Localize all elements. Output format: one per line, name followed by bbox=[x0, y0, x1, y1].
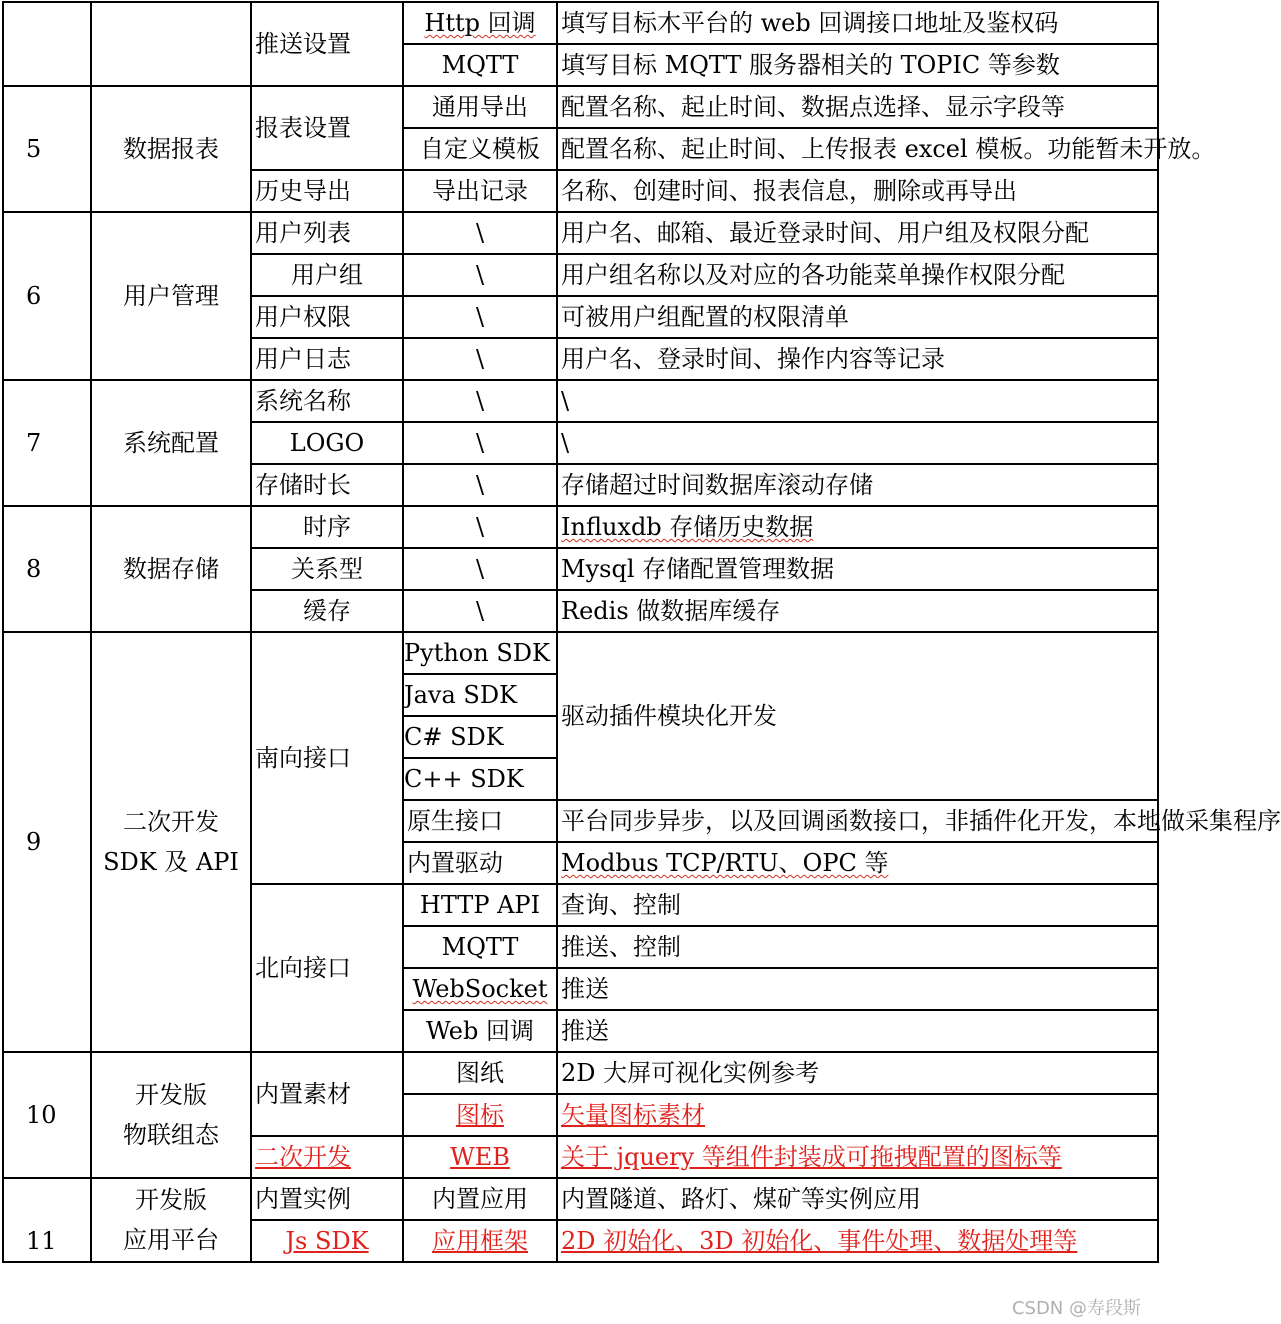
desc-cell: 存储超过时间数据库滚动存储 bbox=[557, 464, 1158, 506]
desc-cell: 查询、控制 bbox=[557, 884, 1158, 926]
desc-cell: 2D 大屏可视化实例参考 bbox=[557, 1052, 1158, 1094]
table-row bbox=[3, 632, 1158, 674]
desc-cell: 关于 jquery 等组件封装成可拖拽配置的图标等 bbox=[557, 1136, 1158, 1178]
category-cell: 数据报表 bbox=[91, 86, 251, 212]
spec-table bbox=[2, 1, 1281, 1263]
desc-cell: 名称、创建时间、报表信息，删除或再导出 bbox=[557, 170, 1158, 212]
category-cell: 用户管理 bbox=[91, 212, 251, 380]
item-cell: C++ SDK bbox=[403, 758, 557, 800]
desc-cell: 推送 bbox=[557, 968, 1158, 1010]
desc-cell: 用户名、登录时间、操作内容等记录 bbox=[557, 338, 1158, 380]
item-cell: \ bbox=[403, 212, 557, 254]
table-row bbox=[3, 1052, 1158, 1094]
category-cell bbox=[91, 1052, 251, 1178]
item-cell: \ bbox=[403, 464, 557, 506]
category-cell bbox=[91, 1178, 251, 1262]
item-cell: 自定义模板 bbox=[403, 128, 557, 170]
subcategory-cell: 用户日志 bbox=[251, 338, 403, 380]
desc-cell: Influxdb 存储历史数据 bbox=[557, 506, 1158, 548]
item-cell: 应用框架 bbox=[403, 1220, 557, 1262]
subcategory-cell: LOGO bbox=[251, 422, 403, 464]
category-cell bbox=[91, 632, 251, 1052]
item-cell: \ bbox=[403, 338, 557, 380]
item-cell: WebSocket bbox=[403, 968, 557, 1010]
desc-cell: Modbus TCP/RTU、OPC 等 bbox=[557, 842, 1158, 884]
subcategory-cell: 历史导出 bbox=[251, 170, 403, 212]
desc-cell: 2D 初始化、3D 初始化、事件处理、数据处理等 bbox=[557, 1220, 1158, 1262]
desc-cell: 平台同步异步，以及回调函数接口，非插件化开发，本地做采集程序 bbox=[557, 800, 1158, 842]
subcategory-cell: 推送设置 bbox=[251, 2, 403, 86]
table-row bbox=[3, 212, 1158, 254]
subcategory-cell: 关系型 bbox=[251, 548, 403, 590]
subcategory-cell: 南向接口 bbox=[251, 632, 403, 884]
item-cell: 内置应用 bbox=[403, 1178, 557, 1220]
item-cell: \ bbox=[403, 296, 557, 338]
item-cell: Web 回调 bbox=[403, 1010, 557, 1052]
subcategory-cell: 内置实例 bbox=[251, 1178, 403, 1220]
item-cell: HTTP API bbox=[403, 884, 557, 926]
subcategory-cell: 用户列表 bbox=[251, 212, 403, 254]
table-row bbox=[3, 506, 1158, 548]
item-cell: \ bbox=[403, 380, 557, 422]
item-cell: \ bbox=[403, 254, 557, 296]
desc-cell: 矢量图标素材 bbox=[557, 1094, 1158, 1136]
subcategory-cell: 时序 bbox=[251, 506, 403, 548]
subcategory-cell: 存储时长 bbox=[251, 464, 403, 506]
item-cell: \ bbox=[403, 590, 557, 632]
item-cell: 原生接口 bbox=[403, 800, 557, 842]
table-row bbox=[3, 2, 1158, 44]
subcategory-cell: 报表设置 bbox=[251, 86, 403, 170]
item-cell: C# SDK bbox=[403, 716, 557, 758]
item-cell: WEB bbox=[403, 1136, 557, 1178]
subcategory-cell: 二次开发 bbox=[251, 1136, 403, 1178]
desc-cell: 用户组名称以及对应的各功能菜单操作权限分配 bbox=[557, 254, 1158, 296]
item-cell: Java SDK bbox=[403, 674, 557, 716]
desc-cell: 可被用户组配置的权限清单 bbox=[557, 296, 1158, 338]
desc-cell: 配置名称、起止时间、数据点选择、显示字段等 bbox=[557, 86, 1158, 128]
category-cell bbox=[91, 2, 251, 86]
item-cell: \ bbox=[403, 506, 557, 548]
desc-cell: 填写目标木平台的 web 回调接口地址及鉴权码 bbox=[557, 2, 1158, 44]
num-cell: 9 bbox=[3, 632, 91, 1052]
item-cell: \ bbox=[403, 422, 557, 464]
table-row bbox=[3, 86, 1158, 128]
category-line: 二次开发 bbox=[123, 808, 219, 836]
item-cell: 图纸 bbox=[403, 1052, 557, 1094]
desc-cell: \ bbox=[557, 422, 1158, 464]
item-cell: 内置驱动 bbox=[403, 842, 557, 884]
item-cell: Python SDK bbox=[403, 632, 557, 674]
num-cell bbox=[3, 2, 91, 86]
item-cell: Http 回调 bbox=[403, 2, 557, 44]
table-row bbox=[3, 380, 1158, 422]
item-cell: MQTT bbox=[403, 926, 557, 968]
category-cell: 系统配置 bbox=[91, 380, 251, 506]
category-line: 开发版 bbox=[135, 1186, 207, 1214]
subcategory-cell: 缓存 bbox=[251, 590, 403, 632]
category-line: 物联组态 bbox=[123, 1121, 219, 1149]
num-cell: 10 bbox=[3, 1052, 91, 1178]
desc-cell: Mysql 存储配置管理数据 bbox=[557, 548, 1158, 590]
num-cell: 6 bbox=[3, 212, 91, 380]
num-cell: 5 bbox=[3, 86, 91, 212]
subcategory-cell: 系统名称 bbox=[251, 380, 403, 422]
desc-cell: \ bbox=[557, 380, 1158, 422]
subcategory-cell: 北向接口 bbox=[251, 884, 403, 1052]
subcategory-cell: Js SDK bbox=[251, 1220, 403, 1262]
item-cell: 图标 bbox=[403, 1094, 557, 1136]
category-line: 应用平台 bbox=[123, 1226, 219, 1254]
num-cell: 8 bbox=[3, 506, 91, 632]
desc-cell: 推送 bbox=[557, 1010, 1158, 1052]
subcategory-cell: 用户组 bbox=[251, 254, 403, 296]
item-cell: 通用导出 bbox=[403, 86, 557, 128]
item-cell: \ bbox=[403, 548, 557, 590]
desc-cell: Redis 做数据库缓存 bbox=[557, 590, 1158, 632]
item-cell: MQTT bbox=[403, 44, 557, 86]
desc-cell: 配置名称、起止时间、上传报表 excel 模板。功能暂未开放。 bbox=[557, 128, 1158, 170]
desc-cell: 驱动插件模块化开发 bbox=[557, 632, 1158, 800]
num-cell: 7 bbox=[3, 380, 91, 506]
category-line: SDK 及 API bbox=[103, 848, 239, 876]
category-cell: 数据存储 bbox=[91, 506, 251, 632]
category-line: 开发版 bbox=[135, 1081, 207, 1109]
desc-cell: 填写目标 MQTT 服务器相关的 TOPIC 等参数 bbox=[557, 44, 1158, 86]
desc-cell: 用户名、邮箱、最近登录时间、用户组及权限分配 bbox=[557, 212, 1158, 254]
desc-cell: 内置隧道、路灯、煤矿等实例应用 bbox=[557, 1178, 1158, 1220]
table-row bbox=[3, 1178, 1158, 1220]
subcategory-cell: 用户权限 bbox=[251, 296, 403, 338]
desc-cell: 推送、控制 bbox=[557, 926, 1158, 968]
num-cell: 11 bbox=[3, 1178, 91, 1262]
subcategory-cell: 内置素材 bbox=[251, 1052, 403, 1136]
watermark: CSDN @寿段斯 bbox=[1011, 1298, 1141, 1319]
item-cell: 导出记录 bbox=[403, 170, 557, 212]
